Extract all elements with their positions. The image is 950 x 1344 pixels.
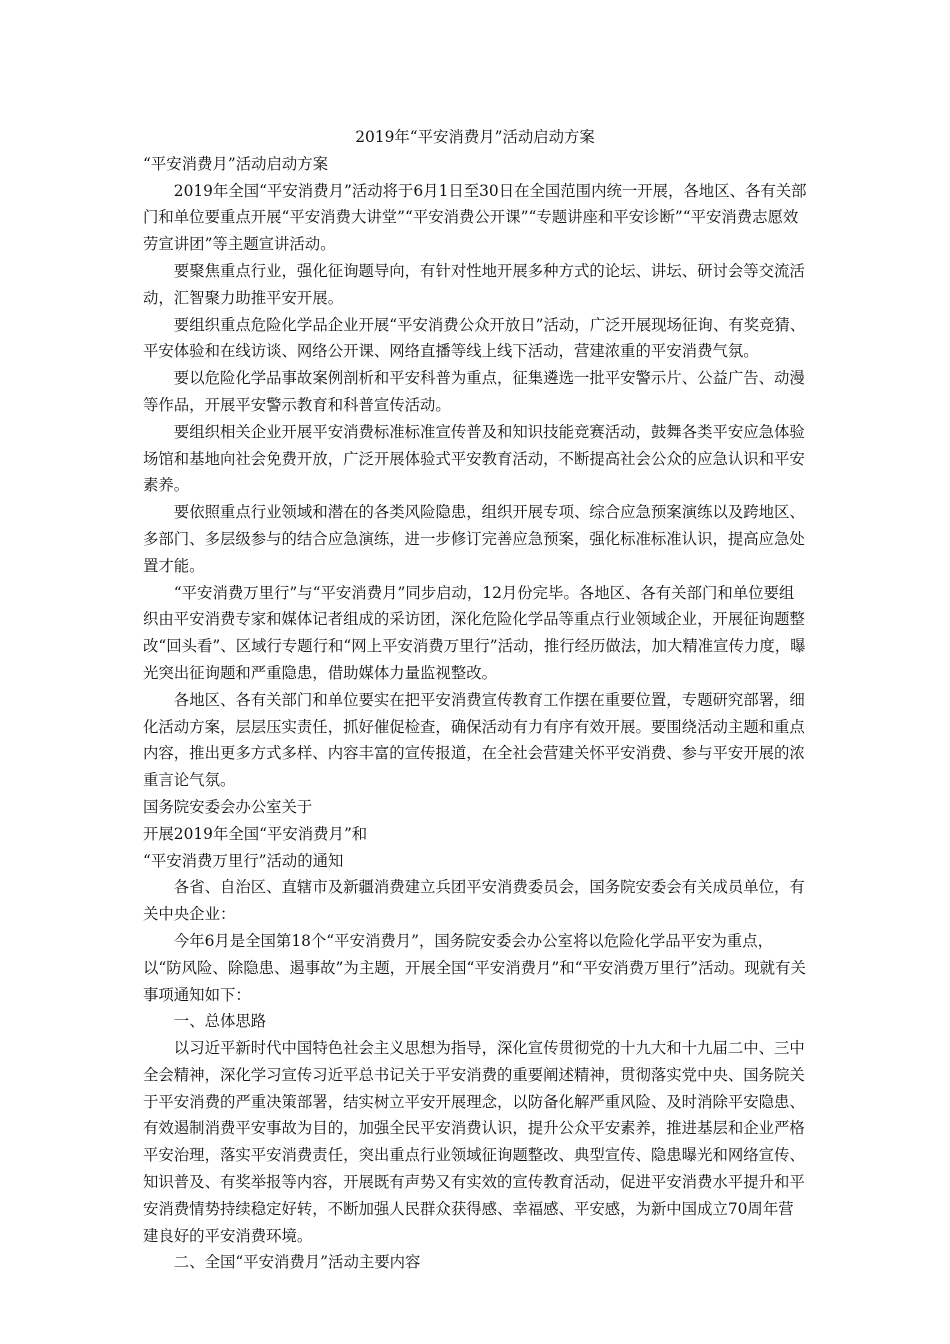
paragraph: 要组织相关企业开展平安消费标准标准宣传普及和知识技能竞赛活动，鼓舞各类平安应急体验场馆和基地向社会免费开放，广泛开展体验式平安教育活动，不断提高社会公众的应急认识和平安素养。: [143, 422, 805, 495]
paragraph: 各地区、各有关部门和单位要实在把平安消费宣传教育工作摆在重要位置，专题研究部署，细化活动方案，层层压实责任，抓好催促检查，确保活动有力有序有效开展。要围绕活动主题和重点内容，推出更多方式多样、内容丰富的宣传报道，在全社会营建关怀平安消费、参与平安开展的浓重言论气氛。: [143, 690, 805, 790]
notice-heading-line: “平安消费万里行”活动的通知: [143, 851, 344, 870]
section-heading: 一、总体思路: [173, 1012, 267, 1031]
notice-paragraph: 以习近平新时代中国特色社会主义思想为指导，深化宣传贯彻党的十九大和十九届二中、三中全会精神，深化学习宣传习近平总书记关于平安消费的重要阐述精神，贯彻落实党中央、国务院关于平安消费的严重决策部署，结实树立平安开展理念，以防备化解严重风险、及时消除平安隐患、有效遏制消费平安事故为目的，加强全民平安消费认识，提升公众平安素养，推进基层和企业严格平安治理，落实平安消费责任，突出重点行业领域征询题整改、典型宣传、隐患曝光和网络宣传、知识普及、有奖举报等内容，开展既有声势又有实效的宣传教育活动，促进平安消费水平提升和平安消费情势持续稳定好转，不断加强人民群众获得感、幸福感、平安感，为新中国成立70周年营建良好的平安消费环境。: [143, 1039, 805, 1245]
section-heading: 二、全国“平安消费月”活动主要内容: [173, 1253, 421, 1272]
document-body: [143, 124, 807, 1276]
notice-heading-line: 国务院安委会办公室关于: [143, 797, 313, 816]
paragraph: 要聚焦重点行业，强化征询题导向，有针对性地开展多种方式的论坛、讲坛、研讨会等交流活动，汇智聚力助推平安开展。: [143, 261, 805, 307]
notice-paragraph: 各省、自治区、直辖市及新疆消费建立兵团平安消费委员会，国务院安委会有关成员单位，有关中央企业：: [143, 878, 805, 924]
document-subtitle: “平安消费月”活动启动方案: [143, 154, 329, 173]
notice-paragraph: 今年6月是全国第18个“平安消费月”，国务院安委会办公室将以危险化学品平安为重点，以“防风险、除隐患、遏事故”为主题，开展全国“平安消费月”和“平安消费万里行”活动。现就有关事项通知如下：: [143, 931, 806, 1004]
paragraph: 要组织重点危险化学品企业开展“平安消费公众开放日”活动，广泛开展现场征询、有奖竞猜、平安体验和在线访谈、网络公开课、网络直播等线上线下活动，营建浓重的平安消费气氛。: [143, 315, 806, 361]
paragraph: 2019年全国“平安消费月”活动将于6月1日至30日在全国范围内统一开展，各地区、各有关部门和单位要重点开展“平安消费大讲堂”“平安消费公开课”“专题讲座和平安诊断”“平安消费志愿效劳宣讲团”等主题宣讲活动。: [143, 181, 807, 254]
paragraph: 要以危险化学品事故案例剖析和平安科普为重点，征集遴选一批平安警示片、公益广告、动漫等作品，开展平安警示教育和科普宣传活动。: [143, 369, 805, 414]
paragraph: “平安消费万里行”与“平安消费月”同步启动，12月份完毕。各地区、各有关部门和单位要组织由平安消费专家和媒体记者组成的采访团，深化危险化学品等重点行业领域企业，开展征询题整改“回头看”、区域行专题行和“网上平安消费万里行”活动，推行经历做法，加大精准宣传力度，曝光突出征询题和严重隐患，借助媒体力量监视整改。: [143, 583, 806, 682]
paragraph: 要依照重点行业领域和潜在的各类风险隐患，组织开展专项、综合应急预案演练以及跨地区、多部门、多层级参与的结合应急演练，进一步修订完善应急预案，强化标准标准认识，提高应急处置才能。: [143, 503, 805, 575]
document-title: 2019年“平安消费月”活动启动方案: [355, 128, 595, 146]
notice-heading-line: 开展2019年全国“平安消费月”和: [143, 824, 368, 843]
